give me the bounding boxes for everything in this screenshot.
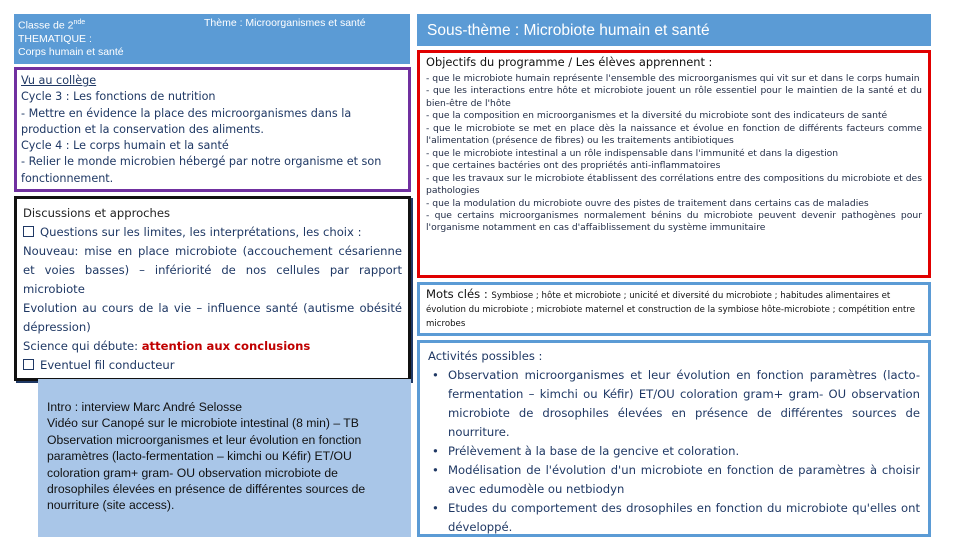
keywords-box (417, 282, 931, 336)
objective-item: - que la modulation du microbiote ouvre des pistes de traitement dans certains cas de maladies (426, 197, 869, 209)
objective-item: - que certains microorganismes normalement bénins du microbiote peuvent devenir pathogènes pour l'organisme notamment en cas d'affaiblissement du système immunitaire (426, 209, 922, 234)
activities-list (428, 366, 920, 537)
discussions-item: Questions sur les limites, les interprétations, les choix : (23, 223, 402, 242)
activity-item: • Modélisation de l'évolution d'un microbiote en fonction de paramètres à choisir avec edumodèle ou netbiodyn (448, 461, 920, 499)
intro-line: Intro : interview Marc André Selosse (47, 400, 243, 414)
subtheme-title: Sous-thème : Microbiote humain et santé (427, 22, 710, 39)
checkbox-square-icon (23, 226, 34, 237)
intro-line: Vidéo sur Canopé sur le microbiote intestinal (8 min) – TB (47, 416, 359, 431)
objective-item: - que le microbiote se met en place dès la naissance et évolue en fonction de différents facteurs comme l'alimentation (présence de fibres) ou les traitements antibiotiques (426, 122, 922, 147)
checkbox-square-icon (23, 359, 34, 370)
discussions-line: Evolution au cours de la vie – influence santé (autisme obésité dépression) (23, 301, 402, 334)
college-line: Cycle 3 : Les fonctions de nutrition (21, 90, 216, 104)
discussions-box (14, 196, 411, 381)
objective-item: - que les interactions entre hôte et microbiote jouent un rôle essentiel pour le maintien de la santé et du bien-être de l'hôte (426, 85, 922, 109)
activities-box (417, 340, 931, 537)
college-title: Vu au collège (21, 74, 97, 87)
warning-text: attention aux conclusions (141, 339, 311, 353)
theme-header-box (198, 14, 410, 64)
college-line: - Mettre en évidence la place des microorganismes dans la production et la conservation des aliments. (21, 106, 352, 136)
keywords-text: Symbiose ; hôte et microbiote ; unicité et diversité du microbiote ; habitudes alimentaires et évolution du microbiote ; microbiote maternel et construction de la symbiose hôte-microbiote ; compétition entre microbes (426, 291, 915, 329)
objectives-box (417, 50, 931, 278)
activity-item: • Prélèvement à la base de la gencive et coloration. (448, 442, 920, 461)
activity-item: • Etudes du comportement des drosophiles en fonction du microbiote qu'elles ont développé. (448, 499, 920, 537)
thematique-value: Corps humain et santé (18, 45, 124, 58)
intro-box (38, 379, 411, 537)
theme-label: Thème : Microorganismes et santé (204, 17, 366, 29)
college-box (14, 67, 411, 192)
discussions-item: Eventuel fil conducteur (23, 356, 402, 375)
subtheme-header (417, 14, 931, 46)
keywords-title: Mots clés : (426, 287, 492, 301)
objective-item: - que certaines bactéries ont des propriétés anti-inflammatoires (426, 160, 721, 172)
class-label: Classe de 2nde (18, 19, 86, 32)
discussions-title: Discussions et approches (23, 206, 171, 220)
class-header-box (14, 14, 198, 64)
activity-item: • Observation microorganismes et leur évolution en fonction paramètres (lacto-fermentation – kimchi ou Kéfir) ET/OU coloration gram+ gram- OU observation microbiote de drosophiles élevées en présence de différentes sources de nourriture. (448, 366, 920, 442)
thematique-label: THEMATIQUE : (18, 32, 92, 45)
objective-item: - que la composition en microorganismes et la diversité du microbiote sont des indicateurs de santé (426, 110, 888, 122)
objective-item: - que les travaux sur le microbiote établissent des corrélations entre des compositions du microbiote et des pathologies (426, 172, 922, 197)
discussions-line: Nouveau: mise en place microbiote (accouchement césarienne et voies basses) – infériorité de nos cellules par rapport microbiote (23, 244, 402, 296)
objective-item: - que le microbiote intestinal a un rôle indispensable dans l'immunité et dans la digestion (426, 147, 839, 159)
college-line: Cycle 4 : Le corps humain et la santé (21, 139, 229, 153)
intro-line: Observation microorganismes et leur évolution en fonction paramètres (lacto-fermentation – kimchi ou Kéfir) ET/OU coloration gram+ gram- OU observation microbiote de drosophiles élevées en présence de différentes sources de nourriture (site access). (47, 432, 366, 513)
objectives-title: Objectifs du programme / Les élèves apprennent : (426, 55, 713, 69)
discussions-line: Science qui débute: attention aux conclusions (23, 339, 311, 353)
college-line: - Relier le monde microbien hébergé par notre organisme et son fonctionnement. (21, 155, 382, 185)
objective-item: - que le microbiote humain représente l'ensemble des microorganismes qui vit sur et dans le corps humain (426, 73, 920, 84)
activities-title: Activités possibles : (428, 349, 543, 363)
